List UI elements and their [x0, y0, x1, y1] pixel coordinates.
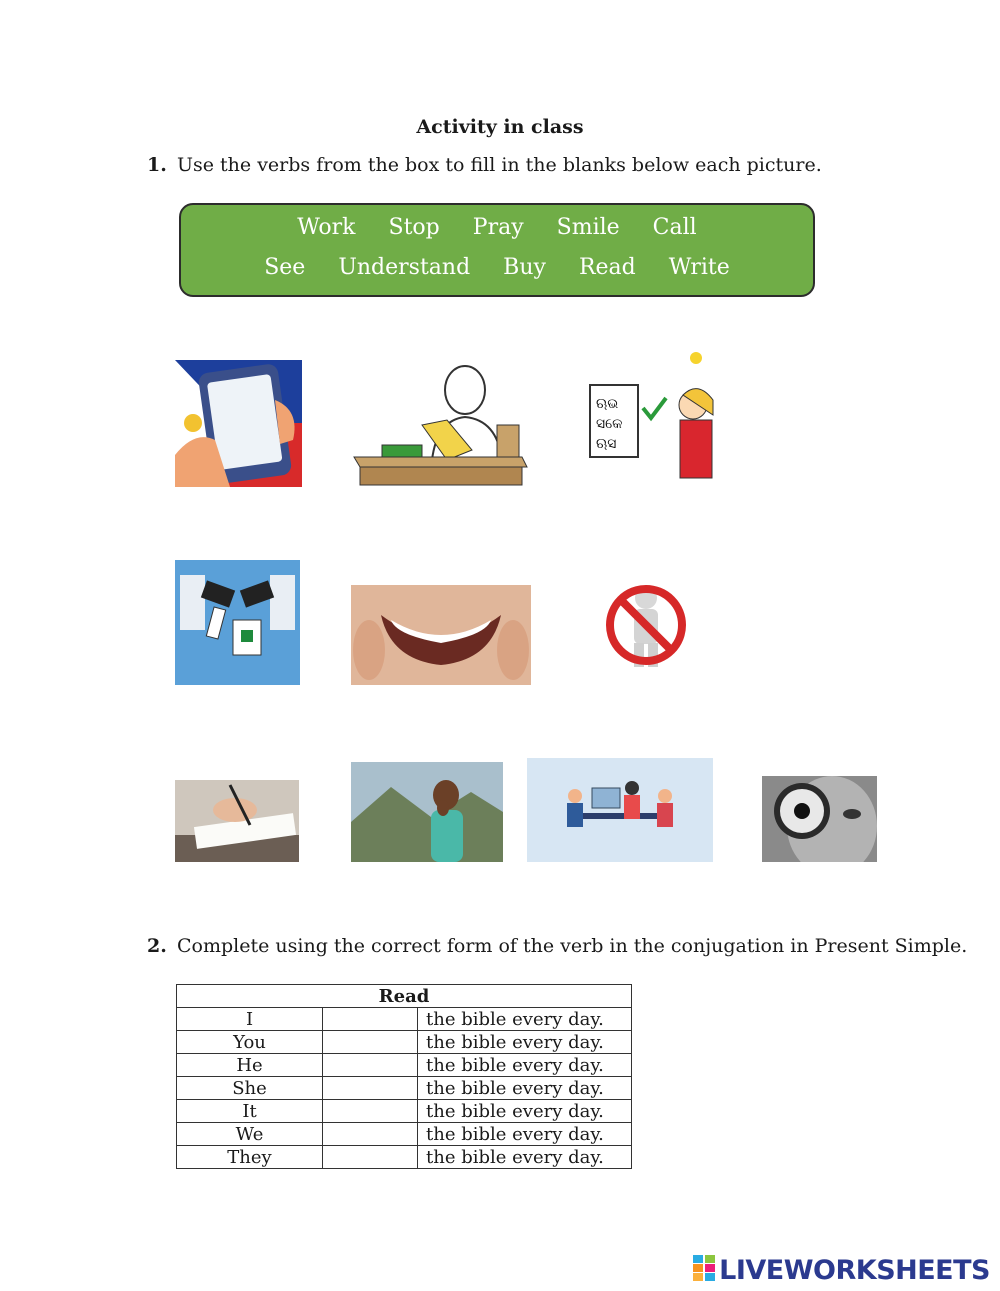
table-row	[177, 1146, 632, 1169]
liveworksheets-logo[interactable]	[693, 1255, 990, 1288]
office-work-icon	[527, 758, 713, 862]
stop-icon	[604, 573, 689, 668]
answer-blank[interactable]	[323, 1054, 418, 1077]
verb-stop: Stop	[388, 215, 440, 240]
table-row	[177, 1031, 632, 1054]
conjugation-table	[176, 984, 632, 1169]
answer-blank[interactable]	[323, 1100, 418, 1123]
table-row	[177, 1008, 632, 1031]
smile-icon	[351, 585, 531, 685]
sentence-rest: the bible every day.	[418, 1077, 632, 1100]
phone-call-icon	[175, 360, 302, 487]
verb-smile: Smile	[556, 215, 620, 240]
answer-blank[interactable]	[323, 1077, 418, 1100]
pronoun-cell: They	[177, 1146, 323, 1169]
table-row	[177, 1054, 632, 1077]
praying-icon	[351, 762, 503, 862]
sentence-rest: the bible every day.	[418, 1031, 632, 1054]
pronoun-cell: You	[177, 1031, 323, 1054]
logo-blocks-icon	[693, 1255, 715, 1288]
magnifier-see-icon	[762, 776, 877, 862]
svg-text:ସକେ: ସକେ	[596, 416, 623, 432]
logo-text: LIVEWORKSHEETS	[719, 1255, 990, 1286]
pronoun-cell: I	[177, 1008, 323, 1031]
table-row	[177, 1100, 632, 1123]
understand-icon	[588, 350, 723, 480]
answer-blank[interactable]	[323, 1008, 418, 1031]
verb-buy: Buy	[503, 255, 546, 280]
question-1-text: Use the verbs from the box to fill in the blanks below each picture.	[177, 154, 822, 176]
verb-work: Work	[297, 215, 356, 240]
reading-icon	[352, 365, 530, 487]
sentence-rest: the bible every day.	[418, 1100, 632, 1123]
answer-blank[interactable]	[323, 1123, 418, 1146]
verb-write: Write	[668, 255, 730, 280]
answer-blank[interactable]	[323, 1146, 418, 1169]
question-2-number: 2.	[147, 935, 167, 957]
table-header: Read	[177, 985, 632, 1008]
verb-pray: Pray	[472, 215, 524, 240]
verb-row-2	[181, 255, 813, 280]
svg-text:ଋସ: ଋସ	[596, 436, 617, 452]
verb-see: See	[264, 255, 306, 280]
verb-understand: Understand	[338, 255, 471, 280]
pronoun-cell: It	[177, 1100, 323, 1123]
sentence-rest: the bible every day.	[418, 1054, 632, 1077]
pronoun-cell: She	[177, 1077, 323, 1100]
table-row	[177, 1077, 632, 1100]
svg-text:ଋଭ: ଋଭ	[596, 396, 619, 412]
pronoun-cell: We	[177, 1123, 323, 1146]
writing-icon	[175, 780, 299, 862]
question-2	[147, 935, 967, 957]
verb-row-1	[181, 215, 813, 240]
table-row	[177, 1123, 632, 1146]
verb-box	[179, 203, 815, 297]
page-title: Activity in class	[416, 116, 584, 138]
pronoun-cell: He	[177, 1054, 323, 1077]
sentence-rest: the bible every day.	[418, 1146, 632, 1169]
sentence-rest: the bible every day.	[418, 1123, 632, 1146]
question-2-text: Complete using the correct form of the verb in the conjugation in Present Simple.	[177, 935, 968, 957]
verb-call: Call	[652, 215, 697, 240]
verb-read: Read	[578, 255, 636, 280]
online-buy-icon	[175, 560, 300, 685]
sentence-rest: the bible every day.	[418, 1008, 632, 1031]
question-1	[147, 154, 822, 176]
answer-blank[interactable]	[323, 1031, 418, 1054]
question-1-number: 1.	[147, 154, 167, 176]
